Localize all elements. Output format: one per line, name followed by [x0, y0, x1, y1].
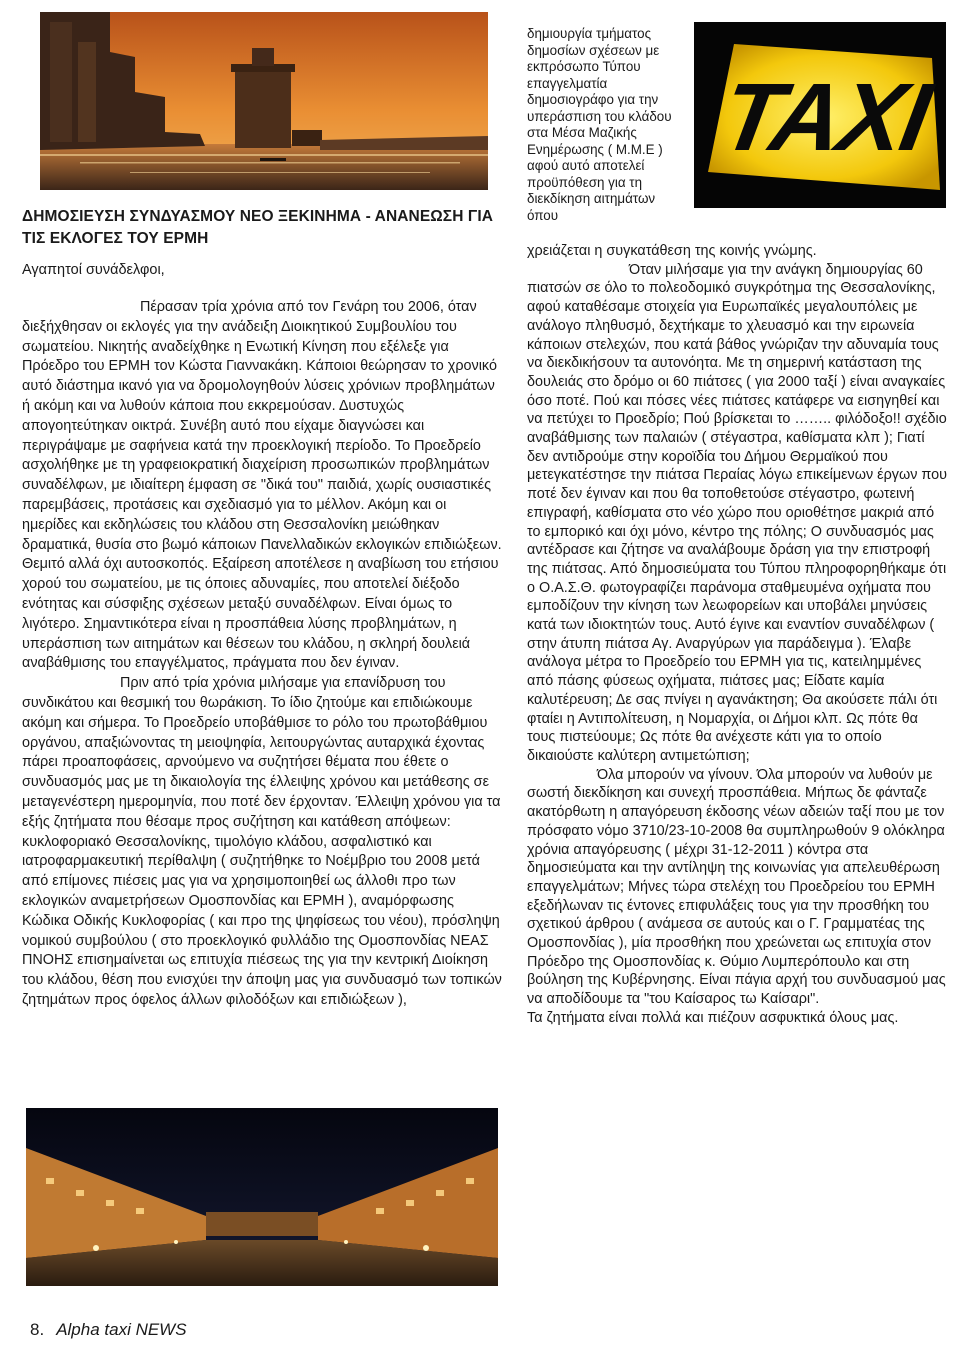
left-paragraph-1: Πέρασαν τρία χρόνια από τον Γενάρη του 2006, όταν διεξήχθησαν οι εκλογές για την ανάδειξη Διοικητικού Συμβουλίου του σωματείου. Νικητής αναδείχθηκε η Ενωτική Κίνηση που εξέλεξε για Πρόεδρο του ΕΡΜΗ τον Κώστα Γιαννακάκη. Κάποιοι θεώρησαν το χρονικό αυτό διάστημα ικανό για να δρομολογηθούν λύσεις χρόνιων προβλημάτων ή ακόμη και να λυθούν κάποια που εκκρεμούσαν. Δυστυχώς απογοητεύτηκαν οικτρά. Συνέβη αυτό που είχαμε διαγνώσει και περιγράψαμε με σαφήνεια κατά την προεκλογική περίοδο. Το Προεδρείο ασχολήθηκε με τη γραφειοκρατική διαχείριση προσωπικών προβλημάτων συναδέλφων, με ιδιαίτερη έμφαση σε "δικά του" παιδιά, χωρίς ουσιαστικές παρεμβάσεις, προτάσεις και σχεδιασμό για το μέλλον. Ακόμη και οι ημερίδες και εκδηλώσεις του κλάδου στη Θεσσαλονίκη μειώθηκαν δραματικά, θυσία στο βωμό κάποιων Πανελλαδικών εκλογικών επιδιώξεων. Θεμιτό αλλά όχι αυτοσκοπός. Εξαίρεση αποτέλεσε η αναβίωση του ετήσιου χορού του σωματείου, με τις όποιες αδυναμίες, που αποτελεί διέξοδο ενότητας και σύσφιξης σχέσεων μεταξύ συναδέλφων. Είναι όμως το λιγότερο. Σημαντικότερα είναι η προσπάθεια λύσης προβλημάτων, η υπεράσπιση των αιτημάτων και θέσεων του κλάδου, η σκληρή δουλειά αναβάθμισης του επαγγέλματος, πράγματα που δεν έγιναν.	[22, 299, 502, 672]
taxi-sign-text: TAXI	[713, 62, 937, 171]
photo-aristotelous-square-night	[26, 1108, 498, 1286]
right-column	[527, 242, 947, 1028]
left-column	[22, 298, 504, 1011]
page-number: 8.	[30, 1320, 45, 1339]
right-paragraph-3: Όλα μπορούν να γίνουν. Όλα μπορούν να λυθούν με σωστή διεκδίκηση και συνεχή προσπάθεια. Μήπως δε φάνταζε ακατόρθωτη η απαγόρευση έκδοσης νέων αδειών ταξί που με τον πρόσφατο νόμο 3710/23-10-2008 θα συμπληρωθούν 9 ολόκληρα χρόνια απαγόρευσης ( μέχρι 31-12-2011 ) κόντρα στα δημοσιεύματα και την αντίληψη της κοινωνίας για απελευθέρωση επαγγελμάτων; Μήνες τώρα στελέχη του Προεδρείου του ΕΡΜΗ εξεδήλωναν τις έντονες επιφυλάξεις τους για την προσθήκη του σχετικού άρθρου ( ανάμεσα σε αυτούς και ο Γ. Γραμματέας της Ομοσπονδίας ), μία προσθήκη που χρεώνεται ως επιτυχία στον Πρόεδρο της Ομοσπονδίας κ. Θύμιο Λυμπερόπουλο και στη βούληση της Κυβέρνησης. Είναι πάγια αρχή του συνδυασμού μας να αποδίδουμε τα "του Καίσαρος τω Καίσαρι".	[527, 766, 946, 1008]
right-top-paragraph: δημιουργία τμήματος δημοσίων σχέσεων με εκπρόσωπο Τύπου επαγγελματία δημοσιογράφο για την υπεράσπιση του κλάδου στα Μέσα Μαζικής Ενημέρωσης ( Μ.Μ.Ε ) αφού αυτό αποτελεί προϋπόθεση για τη διεκδίκηση αιτημάτων όπου	[527, 26, 672, 223]
right-paragraph-4: Τα ζητήματα είναι πολλά και πιέζουν ασφυκτικά όλους μας.	[527, 1009, 899, 1026]
right-paragraph-2: Όταν μιλήσαμε για την ανάγκη δημιουργίας 60 πιατσών σε όλο το πολεοδομικό συγκρότημα της Θεσσαλονίκης, αφού καταθέσαμε στοιχεία για Ευρωπαϊκές μεγαλουπόλεις με ανάλογο πληθυσμό, δεχτήκαμε το χλευασμό και την ειρωνεία κάποιων στελεχών, που κατά βάθος γνώριζαν την αδυναμία τους να διεκδικήσουν τα αυτονόητα. Με τη σημερινή κατάσταση της δουλειάς στο δρόμο οι 60 πιάτσες ( για 2000 ταξί ) είναι αναγκαίες όσο ποτέ. Πού και πόσες νέες πιάτσες κατάφερε να εισηγηθεί και να πετύχει το Προεδρίο; Πού βρίσκεται το …….. φιλόδοξο!! σχέδιο αναβάθμισης των παλαιών ( στέγαστρα, καθίσματα κλπ ); Γιατί δεν αντιδρούμε στην κοροϊδία του Δήμου Θερμαϊκού που μετεγκατέστησε την πιάτσα Περαίας λόγω επικείμενων έργων που ποτέ δεν έγιναν και που θα τοποθετούσε στέγαστρο, φωτεινή επιγραφή, καθίσματα στο νέο χώρο που οριοθέτησε μακριά από το εμπορικό και όχι μόνο, κέντρο της πόλης; Ο συνδυασμός μας αντέδρασε και ζήτησε να αναλάβουμε δράση για την επιστροφή της πιάτσας. Από δημοσιεύματα του Τύπου πληροφορηθήκαμε ότι ο Ο.Α.Σ.Θ. φωτογραφίζει παράνομα σταθμευμένα οχήματα που εμποδίζουν την κίνηση των λεωφορείων και υποβάλει μηνύσεις κατά των ιδιοκτητών τους. Αυτό έγινε και εναντίον συναδέλφων ( στην άτυπη πιάτσα Αγ. Αναργύρων για παράδειγμα ). Έλαβε ανάλογα μέτρα το Προεδρείο του ΕΡΜΗ για τις, κατειλημμένες από πάσης φύσεως οχήματα, πιάτσες μας; Είδατε καμία καλυτέρευση; Δε σας πνίγει η αγανάκτηση; Θα ακούσετε πάλι ότι φταίει η Αντιπολίτευση, η Νομαρχία, οι Δήμοι κλπ. Ως πότε θα τους πιστεύουμε; Ως πότε θα ανέχεστε κάτι για το οποίο δικαιούστε καλύτερη αντιμετώπιση;	[527, 261, 947, 764]
publication-name: Alpha taxi NEWS	[56, 1320, 187, 1339]
photo-taxi-sign	[694, 22, 946, 208]
article-headline: ΔΗΜΟΣΙΕΥΣΗ ΣΥΝΔΥΑΣΜΟΥ ΝΕΟ ΞΕΚΙΝΗΜΑ - ΑΝΑΝΕΩΣΗ ΓΙΑ ΤΙΣ ΕΚΛΟΓΕΣ ΤΟΥ ΕΡΜΗ	[22, 208, 494, 247]
page-footer	[30, 1320, 187, 1340]
left-paragraph-2: Πριν από τρία χρόνια μιλήσαμε για επανίδρυση του συνδικάτου και θεσμική του θωράκιση. Το ίδιο ζητούμε και επιδιώκουμε ακόμη και σήμερα. Το Προεδρείο υποβάθμισε το ρόλο του πρωτοβάθμιου οργάνου, απαξιώνοντας τη μειοψηφία, λειτουργώντας αυταρχικά έχοντας πάρει προαποφάσεις, αρνούμενο να συζητήσει θέματα που έθετε ο συνδυασμός μας με τη δικαιολογία της έλλειψης χρόνου και μετάθεσης σε μεταγενέστερη ημερομηνία, που ποτέ δεν έρχονταν. Έλλειψη χρόνου για τα εξής ζητήματα που θέσαμε προς συζήτηση και κατάθεση απόψεων: κυκλοφοριακό Θεσσαλονίκης, τιμολόγιο κλάδου, ασφαλιστικό και ιατροφαρμακευτική περίθαλψη ( συζητήθηκε το Νοέμβριο του 2008 μετά από επίμονες πιέσεις μας για να χρησιμοποιηθεί ως άλλοθι προ των εκλογικών αναμετρήσεων Ομοσπονδίας και ΕΡΜΗ ), αναμόρφωσης Κώδικα Οδικής Κυκλοφορίας ( και προ της ψηφίσεως του νέου), πρόσληψη νομικού συμβούλου ( στο προεκλογικό φυλλάδιο της Ομοσπονδίας ΝΕΑΣ ΠΝΟΗΣ επισημαίνεται ως επιτυχία πιέσεως της για την κεντρική Διοίκηση του κλάδου, θέση που ενισχύει την άποψη μας για συνδυασμό των τοπικών ζητημάτων προς όφελος άλλων φιλοδόξων και επιδιώξεων ),	[22, 675, 502, 1008]
photo-white-tower-sunset	[40, 12, 488, 190]
article-greeting: Αγαπητοί συνάδελφοι,	[22, 262, 165, 278]
right-paragraph-1: χρειάζεται η συγκατάθεση της κοινής γνώμης.	[527, 243, 817, 259]
right-column-top	[527, 26, 687, 224]
